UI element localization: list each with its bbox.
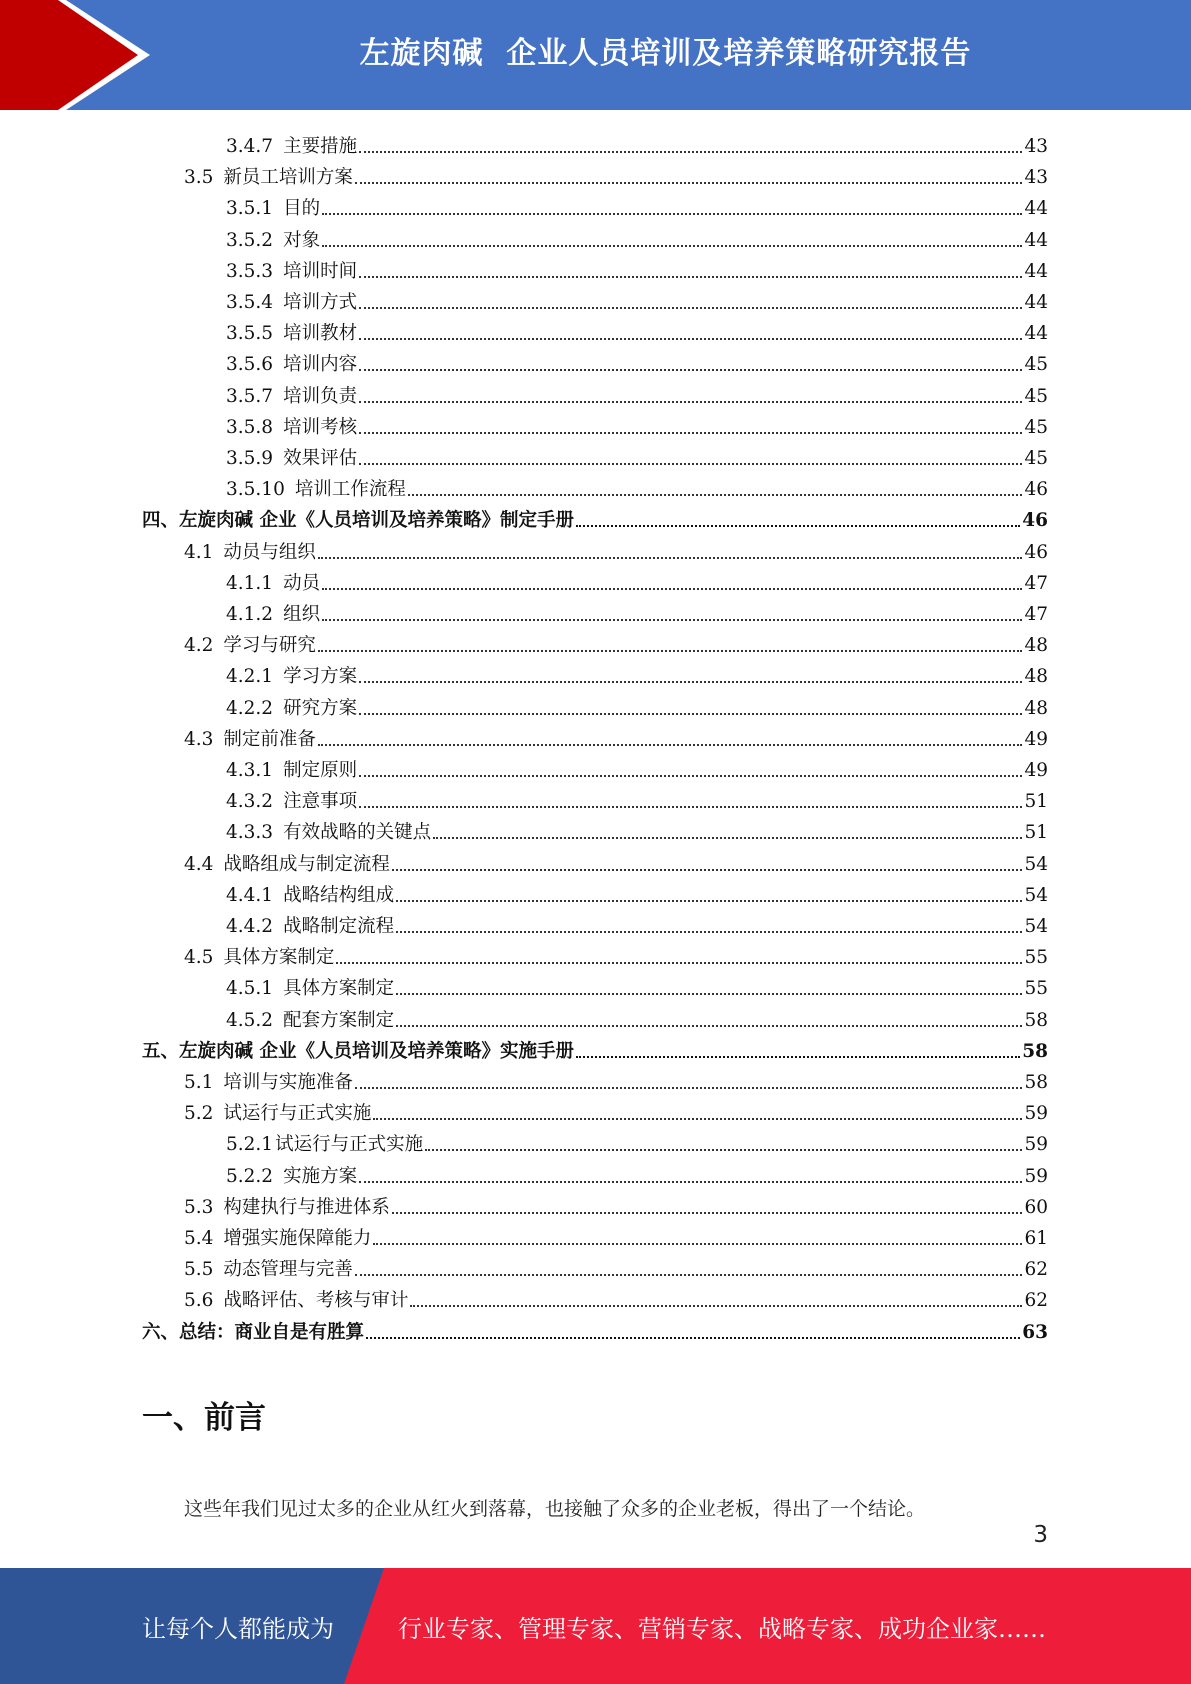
toc-dot-leader [359, 681, 1022, 683]
toc-entry-title: 动员 [283, 572, 321, 594]
toc-entry[interactable] [142, 1032, 1048, 1063]
toc-entry[interactable] [184, 1219, 1048, 1250]
toc-entry-number: 4.3.2 [226, 791, 274, 813]
toc-entry-number: 4.5 [184, 947, 214, 969]
toc-entry[interactable] [184, 1188, 1048, 1219]
toc-entry-title: 制定原则 [283, 760, 358, 781]
toc-entry-page: 58 [1024, 1072, 1048, 1093]
toc-dot-leader [425, 1149, 1022, 1151]
toc-dot-leader [410, 1305, 1022, 1307]
toc-entry-page: 54 [1024, 884, 1048, 906]
toc-entry-number: 4.2.2 [226, 697, 274, 719]
toc-entry-title: 五、左旋肉碱 企业《人员培训及培养策略》实施手册 [142, 1040, 574, 1062]
toc-dot-leader [396, 931, 1022, 933]
footer-slogan-right: 行业专家、管理专家、营销专家、战略专家、成功企业家…… [398, 1614, 1046, 1643]
toc-dot-leader [322, 213, 1022, 215]
toc-dot-leader [336, 962, 1022, 964]
toc-dot-leader [576, 525, 1020, 527]
toc-entry-number: 4.3.3 [226, 822, 274, 844]
toc-entry-number: 4.5.2 [226, 1009, 274, 1031]
page-number: 3 [1033, 1522, 1048, 1548]
toc-dot-leader [355, 1274, 1023, 1276]
toc-dot-leader [322, 588, 1022, 590]
toc-entry-title: 培训内容 [283, 354, 358, 376]
toc-entry-page: 54 [1024, 916, 1048, 937]
toc-entry-page: 44 [1024, 260, 1048, 282]
toc-entry-number: 4.2 [184, 635, 214, 657]
toc-entry[interactable] [226, 345, 1048, 376]
toc-dot-leader [318, 557, 1023, 559]
toc-entry-page: 47 [1024, 572, 1048, 594]
toc-entry-title: 培训与实施准备 [223, 1072, 353, 1093]
toc-entry-title: 试运行与正式实施 [223, 1103, 372, 1125]
toc-entry-page: 59 [1024, 1165, 1048, 1187]
toc-entry-page: 54 [1024, 853, 1048, 875]
toc-dot-leader [373, 1118, 1022, 1120]
toc-entry-title: 培训时间 [283, 260, 358, 282]
toc-entry-page: 43 [1024, 167, 1048, 189]
toc-entry-title: 学习与研究 [223, 635, 316, 657]
toc-entry-page: 45 [1024, 416, 1048, 438]
toc-entry-page: 51 [1024, 791, 1048, 813]
toc-entry-page: 55 [1024, 947, 1048, 969]
toc-dot-leader [359, 806, 1022, 808]
toc-entry-number: 4.4.2 [226, 916, 274, 937]
toc-entry-page: 47 [1024, 604, 1048, 625]
toc-entry-number: 4.3.1 [226, 760, 274, 781]
toc-dot-leader [355, 1087, 1023, 1089]
toc-dot-leader [322, 245, 1022, 247]
toc-entry-page: 45 [1024, 354, 1048, 376]
toc-entry-page: 49 [1024, 760, 1048, 781]
toc-entry-title: 研究方案 [283, 697, 358, 719]
toc-entry[interactable] [226, 689, 1048, 720]
toc-entry-title: 战略制定流程 [283, 916, 395, 937]
toc-entry-number: 4.2.1 [226, 666, 274, 688]
toc-entry[interactable] [226, 969, 1048, 1000]
toc-dot-leader [359, 151, 1022, 153]
toc-entry-title: 战略结构组成 [283, 884, 395, 906]
toc-dot-leader [359, 1181, 1022, 1183]
toc-entry-page: 48 [1024, 666, 1048, 688]
toc-entry-number: 4.5.1 [226, 978, 274, 1000]
toc-entry-title: 培训方式 [283, 292, 358, 313]
toc-entry-page: 46 [1022, 510, 1048, 532]
toc-entry-number: 5.5 [184, 1259, 214, 1281]
toc-dot-leader [392, 1212, 1023, 1214]
toc-entry[interactable] [184, 1281, 1048, 1312]
toc-entry-title: 培训负责 [283, 385, 358, 407]
toc-entry-page: 49 [1024, 728, 1048, 750]
toc-entry[interactable] [184, 720, 1048, 751]
toc-dot-leader [355, 182, 1023, 184]
toc-entry-page: 59 [1024, 1134, 1048, 1156]
toc-entry-number: 5.2.2 [226, 1165, 274, 1187]
toc-entry[interactable] [184, 845, 1048, 876]
toc-entry-title: 新员工培训方案 [223, 167, 353, 189]
toc-entry-number: 5.2.1 [226, 1134, 274, 1156]
toc-entry-number: 3.5.4 [226, 292, 274, 313]
footer-slogan-left: 让每个人都能成为 [142, 1614, 334, 1643]
toc-entry-number: 3.5.1 [226, 198, 274, 220]
toc-entry-title: 培训教材 [283, 323, 358, 345]
toc-entry-title: 效果评估 [283, 448, 358, 469]
toc-dot-leader [359, 276, 1022, 278]
toc-entry-title: 培训考核 [283, 416, 358, 438]
toc-entry-number: 3.5.9 [226, 448, 274, 469]
toc-dot-leader [359, 775, 1022, 777]
toc-dot-leader [359, 463, 1022, 465]
toc-entry-number: 4.3 [184, 728, 214, 750]
toc-entry[interactable] [142, 501, 1048, 532]
toc-entry[interactable] [184, 158, 1048, 189]
toc-entry-page: 58 [1022, 1040, 1048, 1062]
toc-entry[interactable] [184, 1063, 1048, 1094]
toc-entry[interactable] [226, 283, 1048, 314]
toc-entry[interactable] [184, 533, 1048, 564]
toc-entry-number: 5.1 [184, 1072, 214, 1093]
toc-entry-page: 48 [1024, 697, 1048, 719]
toc-entry[interactable] [142, 1313, 1048, 1344]
toc-entry-title: 配套方案制定 [283, 1009, 395, 1031]
toc-entry-page: 48 [1024, 635, 1048, 657]
toc-entry-title: 培训工作流程 [294, 479, 406, 501]
toc-entry-number: 3.5.8 [226, 416, 274, 438]
toc-entry-number: 3.5.10 [226, 479, 285, 501]
toc-entry-page: 55 [1024, 978, 1048, 1000]
toc-entry[interactable] [226, 876, 1048, 907]
toc-entry-title: 动员与组织 [223, 541, 316, 563]
toc-entry[interactable] [226, 564, 1048, 595]
toc-entry-page: 45 [1024, 448, 1048, 469]
toc-entry[interactable] [226, 470, 1048, 501]
toc-entry[interactable] [226, 751, 1048, 782]
toc-dot-leader [318, 744, 1023, 746]
toc-entry-page: 45 [1024, 385, 1048, 407]
toc-dot-leader [322, 619, 1022, 621]
body-paragraph: 这些年我们见过太多的企业从红火到落幕，也接触了众多的企业老板，得出了一个结论。 [184, 1498, 926, 1520]
toc-entry-title: 有效战略的关键点 [283, 822, 432, 844]
toc-entry-number: 4.4 [184, 853, 214, 875]
toc-entry-number: 4.1 [184, 541, 214, 563]
toc-entry-number: 3.5.2 [226, 229, 274, 251]
toc-entry-number: 3.5.6 [226, 354, 274, 376]
toc-entry[interactable] [226, 1001, 1048, 1032]
toc-dot-leader [366, 1337, 1020, 1339]
toc-entry-number: 4.1.1 [226, 572, 274, 594]
toc-entry[interactable] [226, 1125, 1048, 1156]
toc-dot-leader [359, 432, 1022, 434]
toc-entry-number: 4.4.1 [226, 884, 274, 906]
toc-dot-leader [359, 713, 1022, 715]
toc-entry-page: 61 [1024, 1228, 1048, 1249]
toc-entry-title: 试运行与正式实施 [275, 1134, 424, 1156]
toc-entry-title: 战略评估、考核与审计 [223, 1290, 409, 1312]
section-heading: 一、前言 [142, 1400, 266, 1436]
toc-entry[interactable] [184, 626, 1048, 657]
toc-entry[interactable] [226, 595, 1048, 626]
toc-entry[interactable] [184, 1250, 1048, 1281]
toc-entry-title: 六、总结：商业自是有胜算 [142, 1321, 365, 1343]
toc-entry-title: 对象 [283, 229, 321, 251]
toc-entry[interactable] [226, 907, 1048, 938]
toc-dot-leader [318, 650, 1023, 652]
toc-entry-title: 制定前准备 [223, 728, 316, 750]
page-header [0, 0, 1191, 110]
toc-dot-leader [359, 338, 1022, 340]
toc-entry-number: 5.3 [184, 1196, 214, 1218]
toc-entry-title: 具体方案制定 [283, 978, 395, 1000]
toc-entry-page: 44 [1024, 323, 1048, 345]
toc-entry-number: 3.4.7 [226, 136, 274, 157]
toc-entry[interactable] [226, 377, 1048, 408]
toc-dot-leader [396, 900, 1022, 902]
toc-dot-leader [396, 1025, 1022, 1027]
toc-entry-page: 62 [1024, 1290, 1048, 1312]
toc-entry-page: 60 [1024, 1196, 1048, 1218]
toc-entry-title: 注意事项 [283, 791, 358, 813]
toc-entry-page: 44 [1024, 229, 1048, 251]
toc-entry-number: 3.5.7 [226, 385, 274, 407]
toc-entry-page: 58 [1024, 1009, 1048, 1031]
toc-entry[interactable] [226, 252, 1048, 283]
toc-entry-number: 3.5 [184, 167, 214, 189]
toc-dot-leader [359, 401, 1022, 403]
red-chevron-decoration [0, 0, 160, 110]
toc-entry-page: 43 [1024, 136, 1048, 157]
toc-entry-title: 战略组成与制定流程 [223, 853, 390, 875]
toc-entry-page: 44 [1024, 292, 1048, 313]
toc-entry-title: 增强实施保障能力 [223, 1228, 372, 1249]
toc-entry-page: 63 [1022, 1321, 1048, 1343]
toc-dot-leader [576, 1056, 1020, 1058]
toc-entry[interactable] [226, 813, 1048, 844]
toc-entry[interactable] [226, 439, 1048, 470]
toc-entry[interactable] [226, 189, 1048, 220]
toc-entry-title: 实施方案 [283, 1165, 358, 1187]
toc-entry[interactable] [226, 314, 1048, 345]
toc-entry[interactable] [226, 127, 1048, 158]
toc-entry-title: 构建执行与推进体系 [223, 1196, 390, 1218]
toc-dot-leader [408, 494, 1023, 496]
toc-entry[interactable] [226, 1157, 1048, 1188]
toc-entry-page: 51 [1024, 822, 1048, 844]
toc-entry-number: 5.4 [184, 1228, 214, 1249]
toc-entry-number: 4.1.2 [226, 604, 274, 625]
toc-entry-number: 5.2 [184, 1103, 214, 1125]
toc-entry-title: 动态管理与完善 [223, 1259, 353, 1281]
toc-entry-page: 62 [1024, 1259, 1048, 1281]
toc-entry[interactable] [184, 1094, 1048, 1125]
toc-entry-title: 主要措施 [283, 136, 358, 157]
toc-entry-number: 3.5.5 [226, 323, 274, 345]
toc-entry[interactable] [184, 938, 1048, 969]
toc-entry-page: 46 [1024, 541, 1048, 563]
toc-dot-leader [392, 869, 1023, 871]
toc-entry-title: 组织 [283, 604, 321, 625]
toc-entry-page: 44 [1024, 198, 1048, 220]
toc-entry-title: 四、左旋肉碱 企业《人员培训及培养策略》制定手册 [142, 510, 574, 532]
toc-entry-title: 目的 [283, 198, 321, 220]
toc-entry-page: 59 [1024, 1103, 1048, 1125]
toc-entry[interactable] [226, 408, 1048, 439]
toc-entry[interactable] [226, 782, 1048, 813]
toc-dot-leader [359, 307, 1022, 309]
toc-entry-title: 学习方案 [283, 666, 358, 688]
toc-entry-page: 46 [1024, 479, 1048, 501]
toc-dot-leader [373, 1243, 1022, 1245]
toc-entry-title: 具体方案制定 [223, 947, 335, 969]
toc-entry-number: 5.6 [184, 1290, 214, 1312]
toc-entry-number: 3.5.3 [226, 260, 274, 282]
toc-dot-leader [359, 369, 1022, 371]
toc-dot-leader [433, 837, 1022, 839]
toc-dot-leader [396, 993, 1022, 995]
toc-entry[interactable] [226, 221, 1048, 252]
toc-entry[interactable] [226, 657, 1048, 688]
page-footer [0, 1568, 1191, 1684]
header-title: 左旋肉碱 企业人员培训及培养策略研究报告 [359, 36, 972, 71]
